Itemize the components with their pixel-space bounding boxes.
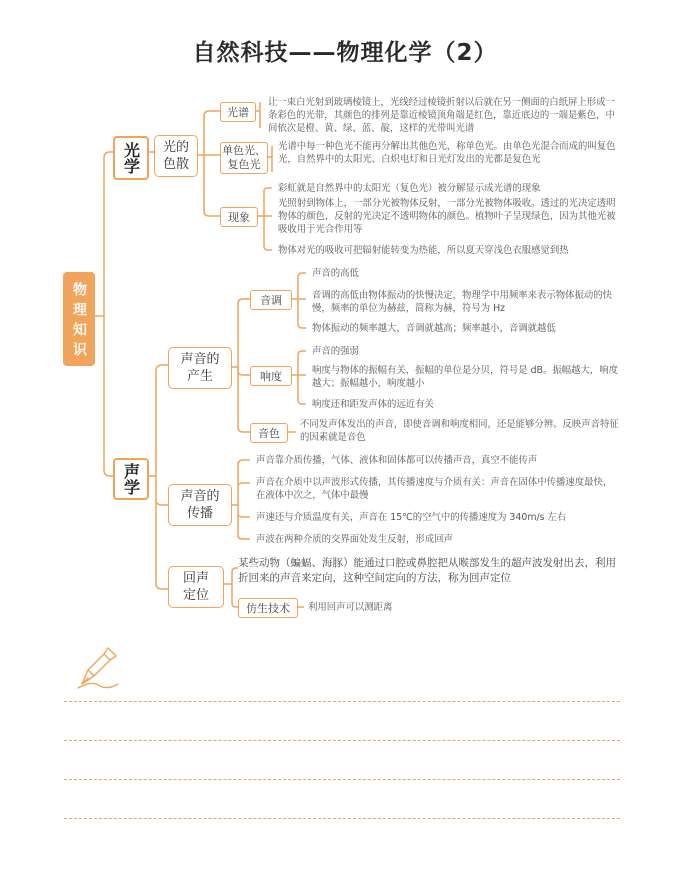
node-propagation-label: 声音的传播 [180, 489, 220, 521]
leaf-mono-compound [220, 142, 268, 174]
leaf-phenomenon [220, 207, 258, 227]
loudness-item-1: 声音的强弱 [312, 346, 359, 357]
category-acoustics-label: 声学 [121, 463, 141, 495]
leaf-spectrum-label: 光谱 [227, 106, 249, 119]
propagation-item-1: 声音靠介质传播，气体、液体和固体都可以传播声音，真空不能传声 [256, 455, 538, 466]
node-propagation [168, 484, 232, 526]
node-production-label: 声音的产生 [180, 352, 220, 384]
note-line [64, 701, 620, 702]
echolocation-text: 某些动物（蝙蝠、海豚）能通过口腔或鼻腔把从喉部发生的超声波发射出去，利用折回来的声音来定向，这种空间定向的方法，称为回声定位 [238, 557, 616, 584]
dispersion-to-phenomenon-line [204, 155, 220, 216]
phenomenon-item-3: 物体对光的吸收可把辐射能转变为热能，所以夏天穿浅色衣服感觉到热 [278, 245, 569, 256]
leaf-loudness-label: 响度 [260, 370, 282, 383]
root-to-acoustics-line [104, 316, 113, 476]
spectrum-text: 让一束白光射到玻璃棱镜上，光线经过棱镜折射以后就在另一侧面的白纸屏上形成一条彩色的光带，其颜色的排列是靠近棱镜顶角端是红色，靠近底边的一端是紫色，中间依次是橙、黄、绿、蓝、靛，这样的光带叫光谱 [268, 97, 615, 134]
leaf-bionics [238, 598, 298, 618]
propagation-item-3: 声速还与介质温度有关，声音在 15℃的空气中的传播速度为 340m/s 左右 [256, 512, 567, 523]
phenomenon-item-2: 光照射到物体上，一部分光被物体反射，一部分光被物体吸收。透过的光决定透明物体的颜色，反射的光决定不透明物体的颜色。植物叶子呈现绿色，因为其他光被吸收用于光合作用等 [278, 198, 616, 235]
leaf-pitch [250, 290, 292, 310]
node-echolocation-label: 回声定位 [182, 571, 209, 603]
loudness-item-2: 响度与物体的振幅有关，振幅的单位是分贝，符号是 dB。振幅越大，响度越大；振幅越小，响度越小 [312, 365, 618, 389]
leaf-spectrum [220, 102, 256, 122]
pen-icon [74, 644, 130, 692]
loudness-item-3: 响度还和距发声体的远近有关 [312, 399, 434, 410]
leaf-mono-label: 单色光、复色光 [222, 144, 266, 171]
pitch-item-2: 音调的高低由物体振动的快慢决定，物理学中用频率来表示物体振动的快慢，频率的单位为赫兹，简称为赫，符号为 Hz [312, 290, 613, 314]
node-production [168, 347, 232, 389]
node-echolocation [168, 566, 224, 608]
leaf-loudness [250, 366, 292, 386]
mono-text: 光谱中每一种色光不能再分解出其他色光，称单色光。由单色光混合而成的叫复色光，自然界中的太阳光、白炽电灯和日光灯发出的光都是复色光 [278, 141, 616, 165]
leaf-timbre-label: 音色 [258, 427, 280, 440]
propagation-item-4: 声波在两种介质的交界面处发生反射，形成回声 [256, 534, 453, 545]
node-dispersion [154, 135, 198, 177]
leaf-timbre [250, 423, 288, 443]
page-title: 自然科技——物理化学（2） [192, 40, 498, 66]
category-acoustics [113, 458, 149, 500]
node-dispersion-label: 光的色散 [162, 140, 189, 172]
propagation-item-2: 声音在介质中以声波形式传播，其传播速度与介质有关：声音在固体中传播速度最快，在液体中次之，气体中最慢 [256, 477, 613, 501]
note-line [64, 818, 620, 819]
root-to-optics-line [95, 152, 113, 316]
note-line [64, 779, 620, 780]
leaf-bionics-label: 仿生技术 [246, 602, 290, 615]
pitch-item-3: 物体振动的频率越大，音调就越高；频率越小，音调就越低 [312, 323, 556, 334]
root-node [63, 272, 95, 366]
category-optics-label: 光学 [121, 142, 141, 174]
bionics-text: 利用回声可以测距离 [308, 602, 393, 613]
pitch-item-1: 声音的高低 [312, 268, 359, 279]
dispersion-to-spectrum-line [196, 111, 220, 155]
leaf-phenomenon-label: 现象 [228, 211, 250, 224]
acoustics-to-production-line [147, 365, 168, 476]
phenomenon-item-1: 彩虹就是自然界中的太阳光（复色光）被分解显示成光谱的现象 [278, 183, 541, 194]
root-label: 物理知识 [71, 282, 87, 362]
timbre-text: 不同发声体发出的声音，即使音调和响度相同，还是能够分辨。反映声音特征的因素就是音色 [300, 419, 619, 443]
leaf-pitch-label: 音调 [260, 294, 282, 307]
note-line [64, 740, 620, 741]
category-optics [113, 136, 149, 180]
